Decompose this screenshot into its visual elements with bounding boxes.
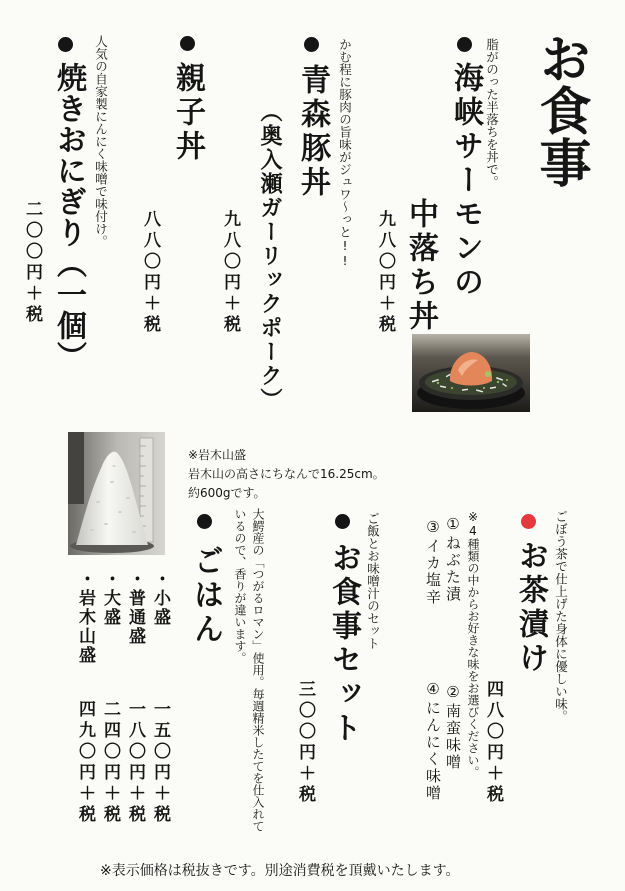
- pork-bullet-icon: [304, 37, 319, 52]
- rice-description-line1: 大鰐産の「つがるロマン」使用。毎週精米したてを仕入れて: [251, 508, 265, 832]
- set-meal-name: お食事セット: [326, 542, 361, 746]
- pork-name: 青森豚丼: [295, 64, 330, 200]
- salmon-bowl-photo: [412, 334, 530, 412]
- rice-size-label: ・小盛: [150, 570, 170, 627]
- ochazuke-choice-note: ※4種類の中からお好きな味をお選びください。: [466, 510, 480, 778]
- rice-bullet-icon: [197, 514, 212, 529]
- rice-size-price: 二四〇円＋税: [100, 700, 120, 826]
- salmon-name-line1: 海峡サーモンの: [448, 62, 483, 300]
- rice-size-label: ・岩木山盛: [75, 570, 95, 665]
- salmon-price: 九八〇円＋税: [375, 210, 395, 336]
- onigiri-bullet-icon: [58, 37, 73, 52]
- onigiri-name: 焼きおにぎり（一個）: [51, 62, 86, 372]
- iwakisan-note-line: 約600gです。: [188, 486, 266, 500]
- rice-size-label: ・普通盛: [125, 570, 145, 646]
- ochazuke-name: お茶漬け: [513, 540, 548, 676]
- page-title: お食事: [530, 32, 590, 188]
- pork-subname: （奥入瀬ガーリックポーク）: [257, 100, 283, 412]
- photo-shadow: [68, 432, 84, 504]
- iwakisan-note-line: ※岩木山盛: [188, 448, 247, 462]
- onigiri-description: 人気の自家製にんにく味噌で味付け。: [93, 35, 109, 248]
- rice-size-label: ・大盛: [100, 570, 120, 627]
- onigiri-price: 二〇〇円＋税: [22, 200, 42, 326]
- salmon-bullet-icon: [457, 37, 472, 52]
- iwakisan-note: [188, 446, 385, 503]
- oyako-price: 八八〇円＋税: [140, 210, 160, 336]
- ochazuke-option-3: ③イカ塩辛: [424, 518, 442, 606]
- ochazuke-bullet-icon: [521, 514, 536, 529]
- rice-name: ごはん: [188, 545, 223, 647]
- rice-size-price: 一五〇円＋税: [150, 700, 170, 826]
- ochazuke-description: ごぼう茶で仕上げた身体に優しい味。: [553, 510, 569, 723]
- ochazuke-option-4: ④にんにく味噌: [424, 680, 442, 802]
- rice-size-price: 一八〇円＋税: [125, 700, 145, 826]
- ochazuke-price: 四八〇円＋税: [483, 680, 503, 806]
- set-meal-bullet-icon: [335, 514, 350, 529]
- ochazuke-option-2: ②南蛮味噌: [444, 683, 462, 771]
- rice-size-price: 四九〇円＋税: [75, 700, 95, 826]
- pork-price: 九八〇円＋税: [220, 210, 240, 336]
- oyako-name: 親子丼: [170, 62, 205, 164]
- ochazuke-option-1: ①ねぶた漬: [444, 515, 462, 603]
- salmon-name-line2: 中落ち丼: [403, 198, 438, 334]
- set-meal-description: ご飯とお味噌汁のセット: [365, 512, 381, 650]
- oyako-bullet-icon: [180, 36, 195, 51]
- pork-description: かむ程に豚肉の旨味がジュワ〜っと!!: [337, 38, 353, 268]
- wasabi: [485, 371, 491, 377]
- footer-note: ※表示価格は税抜きです。別途消費税を頂戴いたします。: [100, 863, 460, 879]
- iwakisan-note-line: 岩木山の高さにちなんで16.25cm。: [188, 467, 385, 481]
- rice-mound-photo: [68, 432, 165, 555]
- set-meal-price: 三〇〇円＋税: [295, 680, 315, 806]
- rice-description-line2: いるので、香りが違います。: [233, 508, 247, 664]
- salmon-description: 脂がのった半落ちを丼で。: [484, 38, 500, 188]
